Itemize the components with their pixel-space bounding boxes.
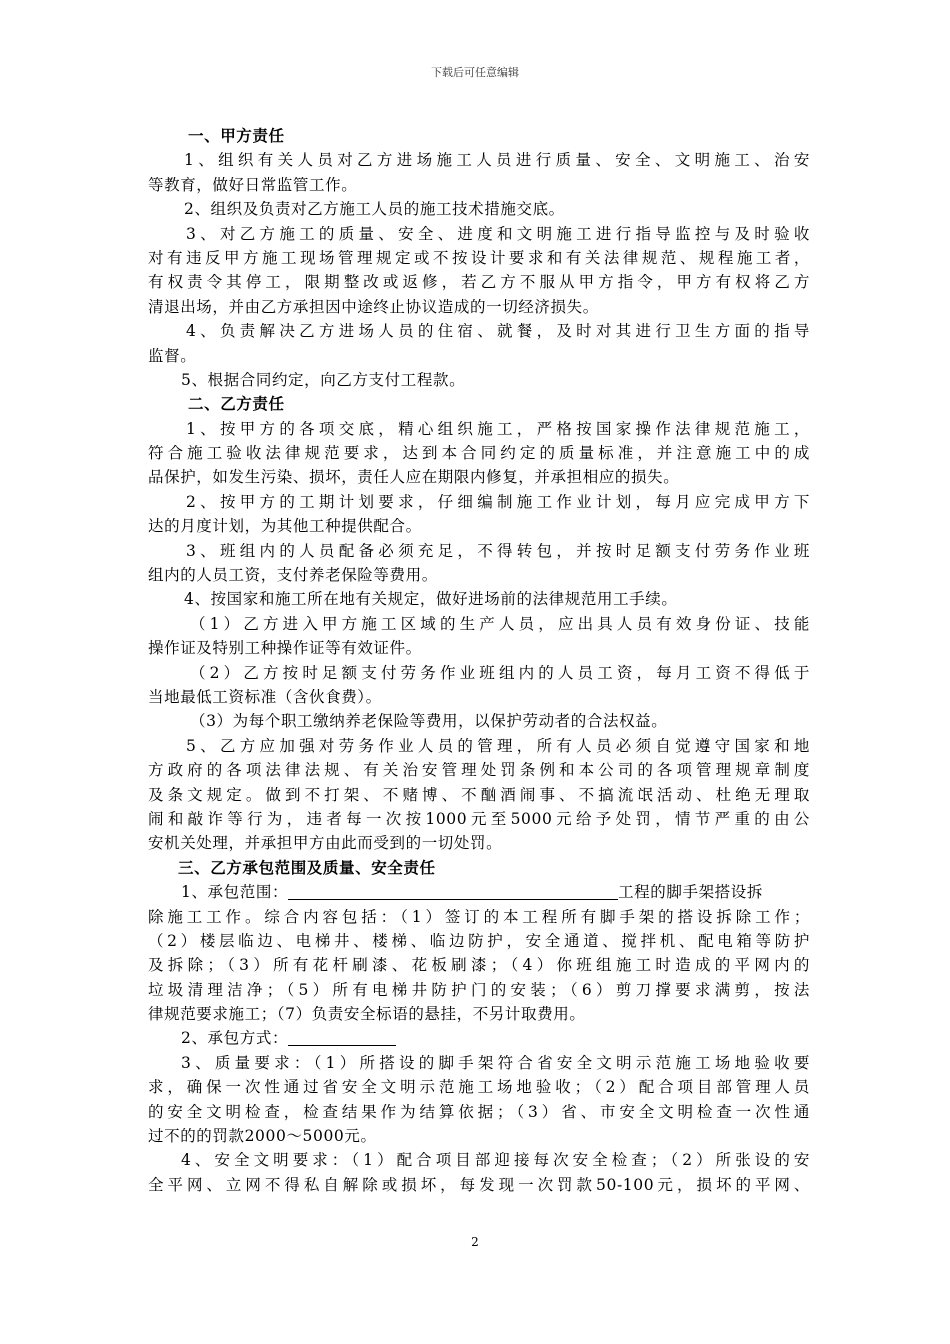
paragraph-line: 2、组织及负责对乙方施工人员的施工技术措施交底。 (184, 200, 565, 219)
paragraph-line: 2、按甲方的工期计划要求，仔细编制施工作业计划，每月应完成甲方下 (186, 492, 810, 511)
page-number: 2 (471, 1235, 479, 1249)
paragraph-line: 方政府的各项法律法规、有关治安管理处罚条例和本公司的各项管理规章制度 (148, 761, 810, 780)
paragraph-line: 5、乙方应加强对劳务作业人员的管理，所有人员必须自觉遵守国家和地 (186, 736, 810, 755)
section-heading-2: 二、乙方责任 (188, 395, 285, 414)
paragraph-line: 有权责令其停工，限期整改或返修，若乙方不服从甲方指令，甲方有权将乙方 (148, 273, 810, 292)
paragraph-line: 1、组织有关人员对乙方进场施工人员进行质量、安全、文明施工、治安 (184, 151, 810, 170)
contract-method-blank-field (288, 1029, 396, 1046)
paragraph-line: 监督。 (148, 346, 197, 365)
paragraph-line: 求，确保一次性通过省安全文明示范施工场地验收；（2）配合项目部管理人员 (148, 1078, 810, 1097)
paragraph-line: 4、安全文明要求：（1）配合项目部迎接每次安全检查；（2）所张设的安 (181, 1151, 810, 1170)
paragraph-line: 及拆除；（3）所有花杆刷漆、花板刷漆；（4）你班组施工时造成的平网内的 (148, 956, 810, 975)
paragraph-line: 品保护，如发生污染、损坏，责任人应在期限内修复，并承担相应的损失。 (148, 468, 680, 487)
paragraph-line: 1、按甲方的各项交底，精心组织施工，严格按国家操作法律规范施工， (186, 419, 810, 438)
paragraph-line: 等教育，做好日常监管工作。 (148, 175, 358, 194)
paragraph-line: 组内的人员工资，支付养老保险等费用。 (148, 566, 438, 585)
paragraph-line: （2）楼层临边、电梯井、楼梯、临边防护，安全通道、搅拌机、配电箱等防护 (148, 931, 810, 950)
document-body (148, 124, 810, 1197)
scope-blank-field (288, 883, 618, 900)
section-heading-1: 一、甲方责任 (188, 127, 285, 145)
paragraph-line: 3、对乙方施工的质量、安全、进度和文明施工进行指导监控与及时验收 (186, 224, 810, 243)
paragraph-line: 3、质量要求：（1）所搭设的脚手架符合省安全文明示范施工场地验收要 (181, 1053, 810, 1072)
page-header: 下载后可任意编辑 (431, 66, 519, 79)
paragraph-line: （1）乙方进入甲方施工区域的生产人员，应出具人员有效身份证、技能 (190, 614, 810, 633)
paragraph-line: 4、负责解决乙方进场人员的住宿、就餐，及时对其进行卫生方面的指导 (186, 322, 810, 341)
paragraph-line: 3、班组内的人员配备必须充足，不得转包，并按时足额支付劳务作业班 (186, 541, 810, 560)
paragraph-line: 达的月度计划，为其他工种提供配合。 (148, 517, 422, 536)
paragraph-line: （3）为每个职工缴纳养老保险等费用，以保护劳动者的合法权益。 (190, 712, 668, 731)
paragraph-line: 律规范要求施工；（7）负责安全标语的悬挂，不另计取费用。 (148, 1005, 586, 1024)
paragraph-line: 闹和敲诈等行为，违者每一次按1000元至5000元给予处罚，情节严重的由公 (148, 809, 810, 828)
paragraph-line: 5、根据合同约定，向乙方支付工程款。 (181, 370, 466, 389)
paragraph-line: 安机关处理，并承担甲方由此而受到的一切处罚。 (148, 834, 503, 853)
section-heading-3: 三、乙方承包范围及质量、安全责任 (178, 858, 436, 877)
scope-label-suffix: 工程的脚手架搭设拆 (618, 883, 763, 902)
paragraph-line: 对有违反甲方施工现场管理规定或不按设计要求和有关法律规范、规程施工者， (148, 248, 810, 267)
paragraph-line: 清退出场，并由乙方承担因中途终止协议造成的一切经济损失。 (148, 297, 599, 316)
paragraph-line: 过不的的罚款2000～5000元。 (148, 1127, 377, 1146)
scope-label: 1、承包范围： (181, 883, 289, 902)
paragraph-line: 及条文规定。做到不打架、不赌博、不酗酒闹事、不搞流氓活动、杜绝无理取 (148, 785, 810, 804)
paragraph-line: 符合施工验收法律规范要求，达到本合同约定的质量标准，并注意施工中的成 (148, 444, 810, 463)
contract-method-label: 2、承包方式： (181, 1029, 289, 1048)
paragraph-line: 全平网、立网不得私自解除或损坏，每发现一次罚款50-100元，损坏的平网、 (148, 1175, 810, 1194)
paragraph-line-with-blank (148, 880, 810, 904)
paragraph-line: 除施工工作。综合内容包括：（1）签订的本工程所有脚手架的搭设拆除工作； (148, 907, 810, 926)
paragraph-line: 的安全文明检查，检查结果作为结算依据；（3）省、市安全文明检查一次性通 (148, 1102, 810, 1121)
paragraph-line: 垃圾清理洁净；（5）所有电梯井防护门的安装；（6）剪刀撑要求满剪，按法 (148, 980, 810, 999)
paragraph-line: 操作证及特别工种操作证等有效证件。 (148, 639, 422, 658)
paragraph-line-with-blank (148, 1026, 810, 1050)
paragraph-line: （2）乙方按时足额支付劳务作业班组内的人员工资，每月工资不得低于 (190, 663, 810, 682)
paragraph-line: 当地最低工资标准（含伙食费）。 (148, 687, 382, 706)
paragraph-line: 4、按国家和施工所在地有关规定，做好进场前的法律规范用工手续。 (184, 590, 678, 609)
